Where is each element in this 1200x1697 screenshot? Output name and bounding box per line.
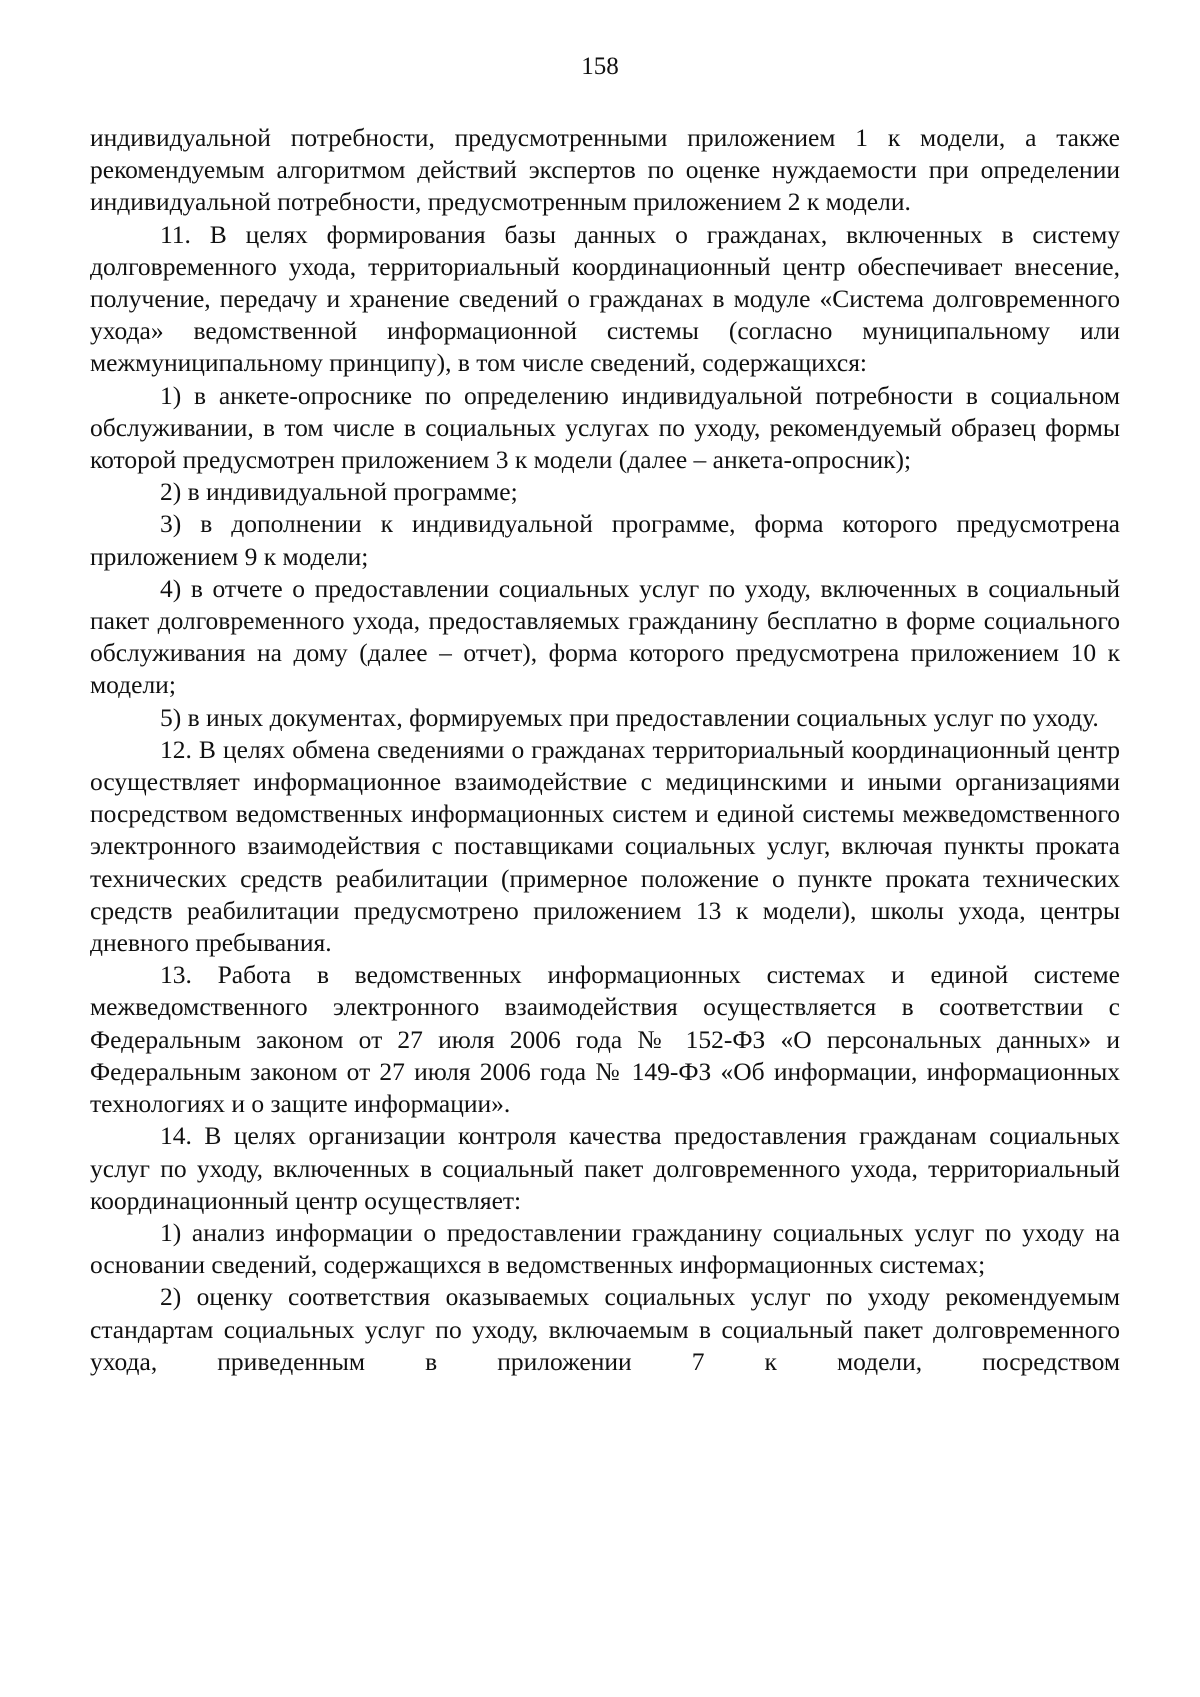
paragraph-item-14: 14. В целях организации контроля качества предоставления гражданам социальных услуг по уходу, включенных в социальный пакет долговременного ухода, территориальный координационный центр осуществляет:	[90, 1121, 1120, 1215]
paragraph-item-12: 12. В целях обмена сведениями о гражданах территориальный координационный центр осуществляет информационное взаимодействие с медицинскими и иными организациями посредством ведомственных информационных систем и единой системы межведомственного электронного взаимодействия с поставщиками социальных услуг, включая пункты проката технических средств реабилитации (примерное положение о пункте проката технических средств реабилитации предусмотрено приложением 13 к модели), школы ухода, центры дневного пребывания.	[90, 734, 1120, 958]
subitem-14-1: 1) анализ информации о предоставлении гражданину социальных услуг по уходу на основании сведений, содержащихся в ведомственных информационных системах;	[90, 1217, 1120, 1280]
paragraph-item-11: 11. В целях формирования базы данных о гражданах, включенных в систему долговременного ухода, территориальный координационный центр обеспечивает внесение, получение, передачу и хранение сведений о гражданах в модуле «Система долговременного ухода» ведомственной информационной системы (согласно муниципальному или межмуниципальному принципу), в том числе сведений, содержащихся:	[90, 219, 1120, 378]
document-body	[90, 122, 1120, 1378]
paragraph-continuation: индивидуальной потребности, предусмотренными приложением 1 к модели, а также рекомендуемым алгоритмом действий экспертов по оценке нуждаемости при определении индивидуальной потребности, предусмотренным приложением 2 к модели.	[90, 123, 1120, 217]
paragraph-item-13: 13. Работа в ведомственных информационных системах и единой системе межведомственного электронного взаимодействия осуществляется в соответствии с Федеральным законом от 27 июля 2006 года № 152-ФЗ «О персональных данных» и Федеральным законом от 27 июля 2006 года № 149-ФЗ «Об информации, информационных технологиях и о защите информации».	[90, 960, 1120, 1119]
subitem-14-2: 2) оценку соответствия оказываемых социальных услуг по уходу рекомендуемым стандартам социальных услуг по уходу, включаемым в социальный пакет долговременного ухода, приведенным в приложении 7 к модели, посредством	[90, 1282, 1120, 1376]
subitem-11-5: 5) в иных документах, формируемых при предоставлении социальных услуг по уходу.	[160, 702, 1099, 732]
page-number: 158	[581, 53, 619, 80]
subitem-11-1: 1) в анкете-опроснике по определению индивидуальной потребности в социальном обслуживании, в том числе в социальных услугах по уходу, рекомендуемый образец формы которой предусмотрен приложением 3 к модели (далее – анкета-опросник);	[90, 380, 1120, 475]
subitem-11-2: 2) в индивидуальной программе;	[160, 477, 518, 507]
subitem-11-4: 4) в отчете о предоставлении социальных услуг по уходу, включенных в социальный пакет долговременного ухода, предоставляемых гражданину бесплатно в форме социального обслуживания на дому (далее – отчет), форма которого предусмотрена приложением 10 к модели;	[90, 573, 1120, 700]
subitem-11-3: 3) в дополнении к индивидуальной программе, форма которого предусмотрена приложением 9 к модели;	[90, 509, 1120, 571]
